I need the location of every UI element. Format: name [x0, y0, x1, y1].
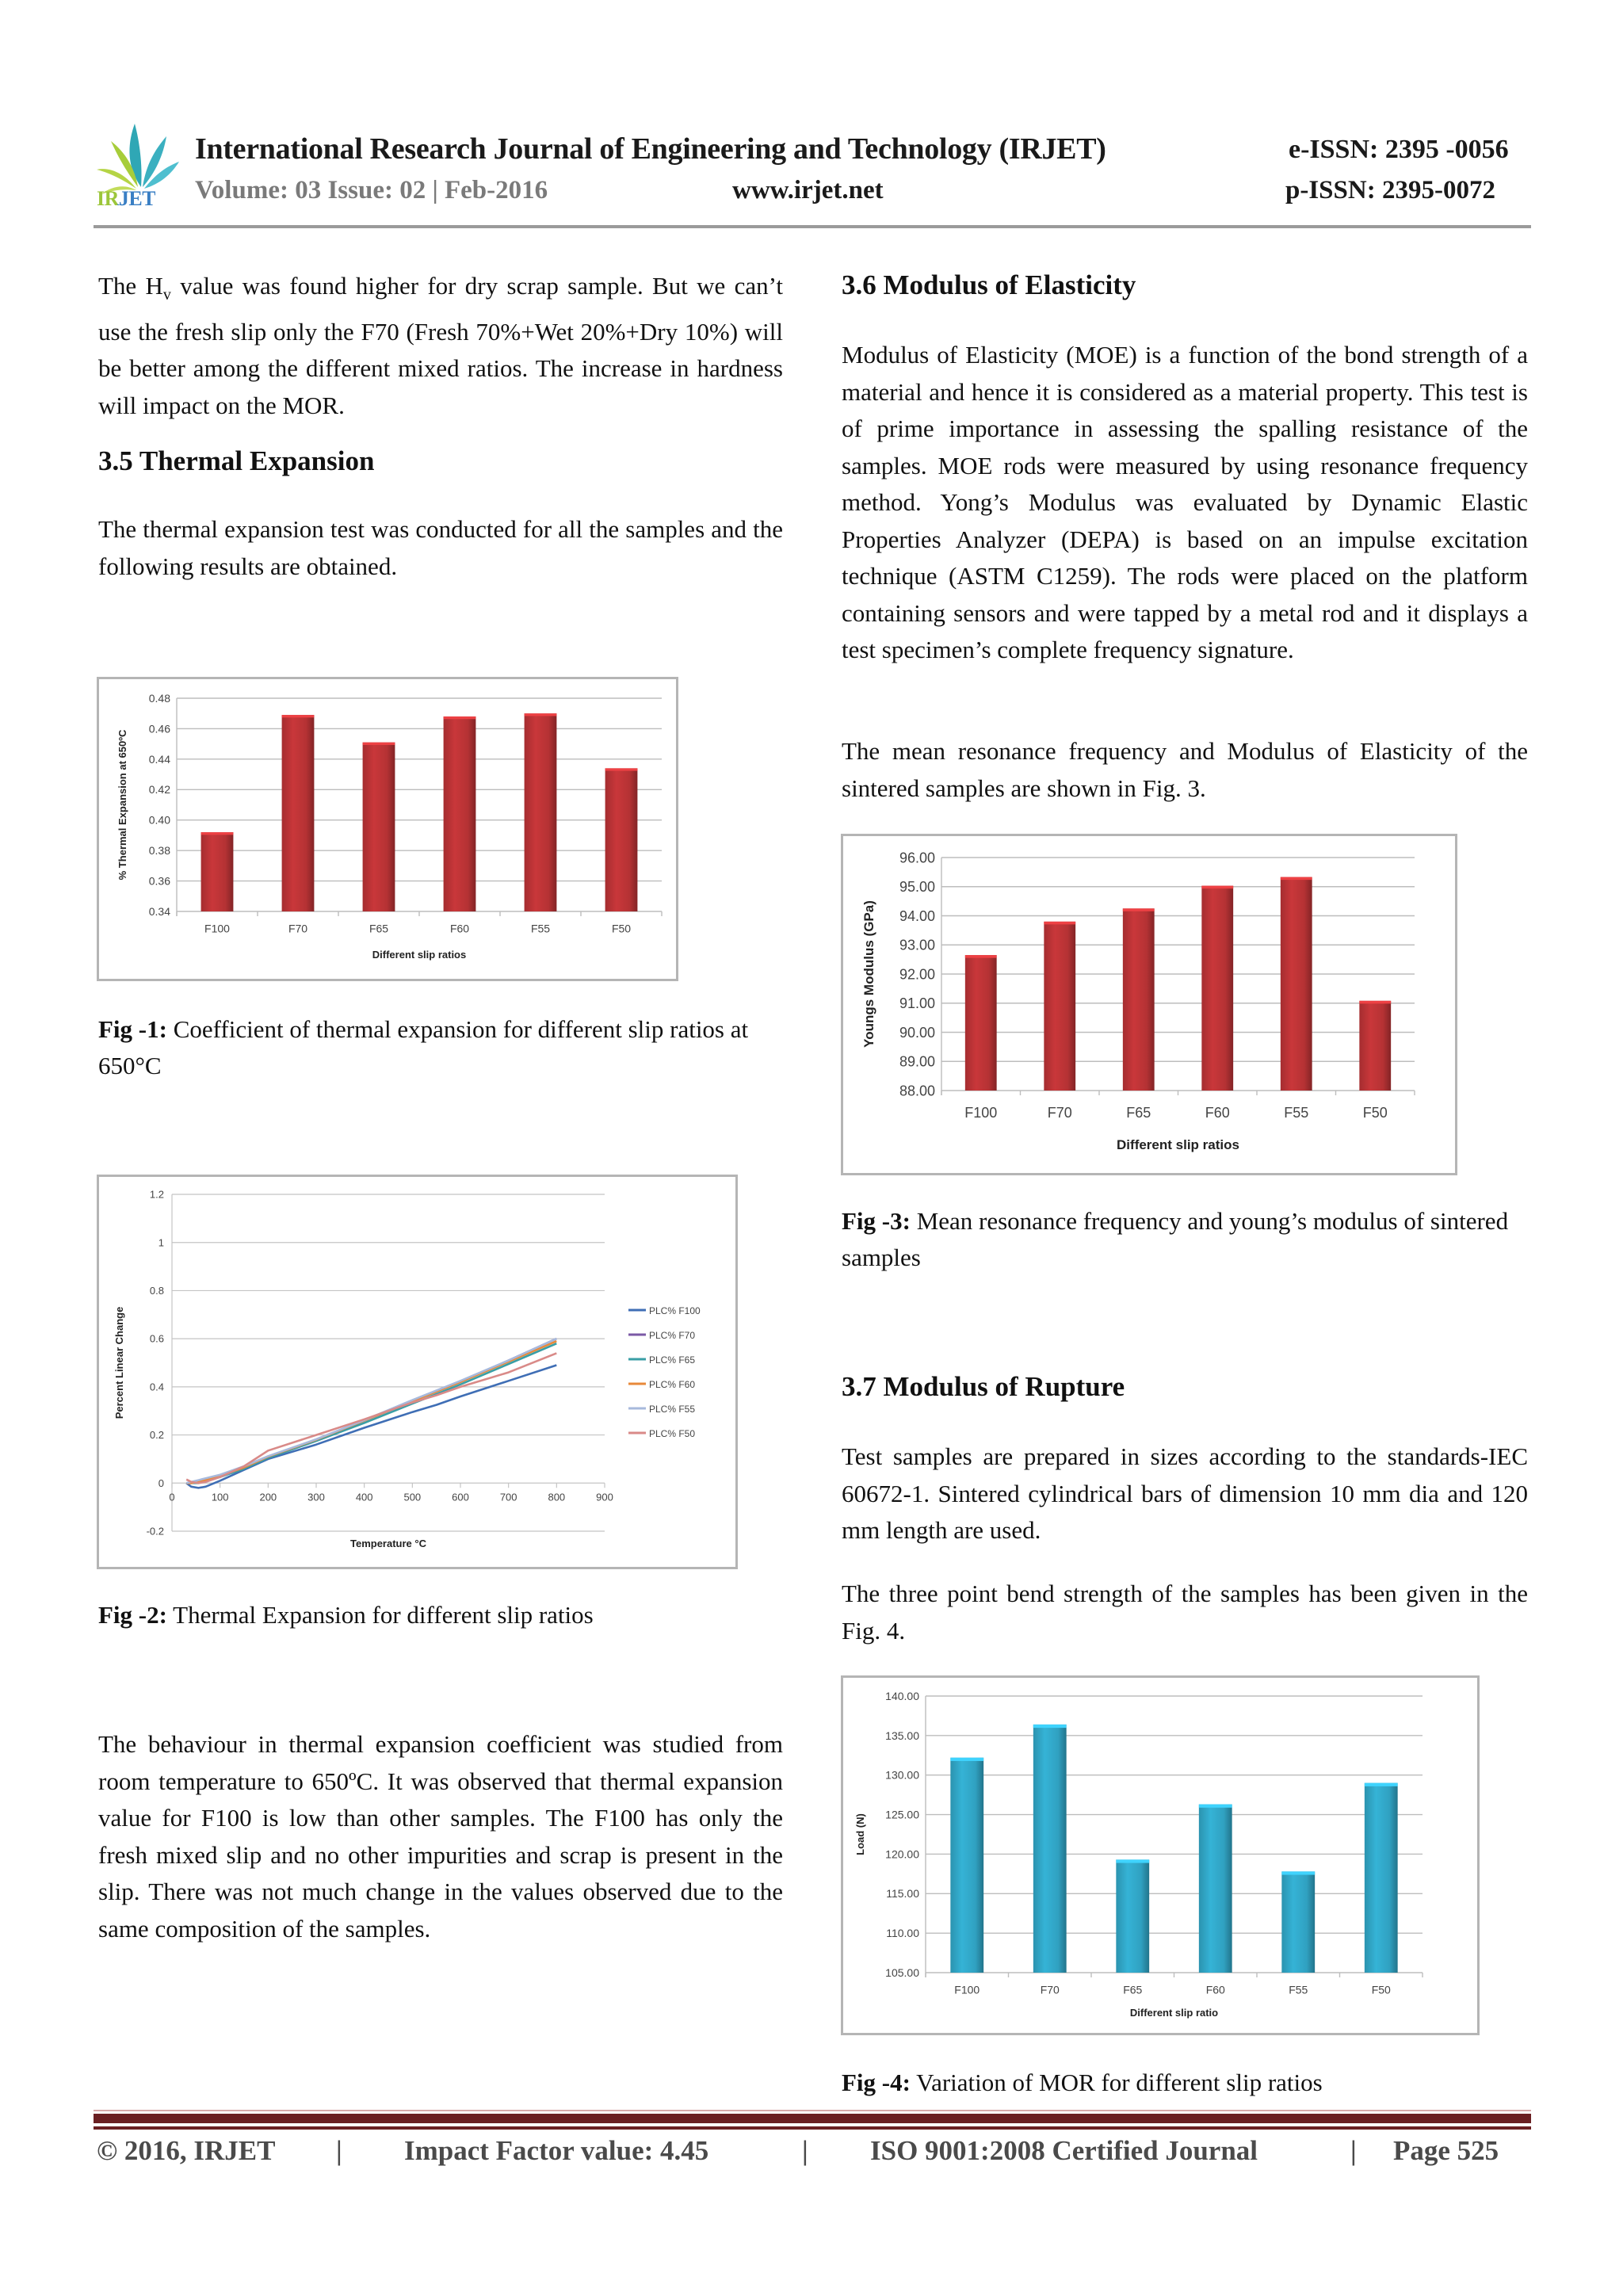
fig1-bar-chart — [99, 679, 676, 979]
svg-text:90.00: 90.00 — [899, 1024, 935, 1041]
header-divider — [94, 225, 1531, 228]
svg-text:0: 0 — [158, 1477, 164, 1489]
svg-text:F60: F60 — [1205, 1983, 1225, 1996]
intro-rest: value was found higher for dry scrap sample. But we can’t use the fresh slip only the F70 (Fresh 70%+Wet 20%+Dry 10%) will be better among the different mixed ratios. The increase in hardness will impact on the MOR. — [98, 272, 783, 419]
fig2-chart — [97, 1175, 738, 1569]
svg-text:91.00: 91.00 — [899, 995, 935, 1012]
svg-text:Percent Linear Change: Percent Linear Change — [113, 1306, 125, 1419]
svg-text:0: 0 — [169, 1491, 175, 1503]
svg-text:0.6: 0.6 — [149, 1332, 164, 1345]
fig2-label: Fig -2: — [98, 1601, 167, 1629]
discussion-paragraph: The behaviour in thermal expansion coefficient was studied from room temperature to 650ºC. It was observed that thermal expansion value for F100 is low than other samples. The F100 has only the fresh mixed slip and no other impurities and scrap is present in the slip. There was not much change in the values observed due to the same composition of the samples. — [98, 1730, 783, 1943]
svg-text:1.2: 1.2 — [149, 1188, 164, 1201]
p-issn: p-ISSN: 2395-0072 — [1285, 176, 1495, 204]
intro-prefix: The H — [98, 272, 163, 300]
svg-text:125.00: 125.00 — [885, 1808, 919, 1821]
fig3-caption — [842, 1203, 1528, 1276]
svg-text:F55: F55 — [1284, 1105, 1309, 1121]
intro-paragraph — [98, 268, 783, 424]
svg-text:F70: F70 — [288, 922, 308, 935]
fig4-chart — [841, 1675, 1480, 2035]
svg-text:F100: F100 — [964, 1105, 998, 1121]
svg-text:300: 300 — [307, 1491, 325, 1503]
fig3-bar-chart — [843, 836, 1455, 1173]
svg-text:PLC% F55: PLC% F55 — [649, 1404, 696, 1415]
svg-text:130.00: 130.00 — [885, 1768, 919, 1782]
svg-text:F55: F55 — [1289, 1983, 1308, 1996]
journal-website-link[interactable]: www.irjet.net — [732, 176, 884, 204]
svg-text:94.00: 94.00 — [899, 907, 935, 924]
section-3-7-paragraph: Test samples are prepared in sizes according to the standards-IEC 60672-1. Sintered cylindrical bars of dimension 10 mm dia and 120 mm length are used. — [842, 1442, 1528, 1544]
fig2-line-chart — [99, 1177, 735, 1567]
fig3-caption-text: Mean resonance frequency and young’s modulus of sintered samples — [842, 1207, 1509, 1271]
fig3-label: Fig -3: — [842, 1207, 911, 1235]
svg-text:Temperature °C: Temperature °C — [350, 1538, 426, 1549]
svg-text:120.00: 120.00 — [885, 1847, 919, 1861]
svg-text:F100: F100 — [954, 1983, 980, 1996]
svg-text:F100: F100 — [204, 922, 230, 935]
svg-text:PLC% F50: PLC% F50 — [649, 1428, 696, 1439]
svg-text:0.8: 0.8 — [149, 1284, 164, 1297]
footer-rule-top — [94, 2110, 1531, 2111]
section-3-7-paragraph-2: The three point bend strength of the samples has been given in the Fig. 4. — [842, 1580, 1528, 1645]
svg-text:PLC% F60: PLC% F60 — [649, 1379, 696, 1390]
footer-copyright: © 2016, IRJET — [97, 2135, 276, 2166]
svg-text:96.00: 96.00 — [899, 850, 935, 866]
svg-text:700: 700 — [499, 1491, 517, 1503]
svg-text:93.00: 93.00 — [899, 937, 935, 953]
intro-subscript: v — [162, 286, 171, 304]
svg-text:F70: F70 — [1040, 1983, 1060, 1996]
svg-text:F65: F65 — [369, 922, 389, 935]
fig1-label: Fig -1: — [98, 1015, 167, 1043]
svg-text:Different slip ratio: Different slip ratio — [1129, 2007, 1219, 2019]
fig1-chart — [97, 677, 678, 981]
svg-text:110.00: 110.00 — [886, 1927, 919, 1940]
footer-separator: | — [802, 2135, 808, 2166]
svg-text:PLC% F65: PLC% F65 — [649, 1354, 696, 1366]
svg-text:0.36: 0.36 — [148, 874, 170, 888]
svg-text:Youngs Modulus (GPa): Youngs Modulus (GPa) — [861, 900, 876, 1048]
footer-rule-main — [94, 2114, 1531, 2123]
section-3-5-paragraph: The thermal expansion test was conducted for all the samples and the following results are obtained. — [98, 515, 783, 580]
section-3-5-heading: 3.5 Thermal Expansion — [98, 445, 375, 476]
svg-text:F50: F50 — [611, 922, 632, 935]
volume-issue: Volume: 03 Issue: 02 | Feb-2016 — [195, 176, 548, 204]
svg-text:800: 800 — [548, 1491, 566, 1503]
svg-text:PLC% F100: PLC% F100 — [649, 1305, 701, 1316]
logo-text: IRJET — [97, 187, 156, 210]
svg-text:F65: F65 — [1123, 1983, 1143, 1996]
svg-text:115.00: 115.00 — [886, 1887, 919, 1901]
svg-text:PLC% F70: PLC% F70 — [649, 1330, 696, 1341]
svg-text:% Thermal Expansion at 650ºC: % Thermal Expansion at 650ºC — [116, 729, 128, 881]
fig4-label: Fig -4: — [842, 2069, 911, 2096]
footer-separator: | — [336, 2135, 342, 2166]
fig4-bar-chart — [843, 1678, 1477, 2033]
svg-text:100: 100 — [211, 1491, 229, 1503]
svg-text:-0.2: -0.2 — [146, 1525, 164, 1538]
svg-text:105.00: 105.00 — [885, 1966, 919, 1979]
section-3-6-paragraph: Modulus of Elasticity (MOE) is a function of the bond strength of a material and hence it is considered as a material property. This test is of prime importance in assessing the spalling resistance of the samples. MOE rods were measured by using resonance frequency method. Yong’s Modulus was evaluated by Dynamic Elastic Properties Analyzer (DEPA) is based on an impulse excitation technique (ASTM C1259). The rods were placed on the platform containing sensors and were tapped by a metal rod and it displays a test specimen’s complete frequency signature. — [842, 341, 1528, 663]
svg-text:0.4: 0.4 — [149, 1381, 164, 1393]
svg-text:Different slip ratios: Different slip ratios — [372, 949, 467, 961]
svg-text:0.42: 0.42 — [148, 783, 170, 797]
svg-text:Load (N): Load (N) — [854, 1813, 866, 1855]
fig4-caption-text: Variation of MOR for different slip ratios — [910, 2069, 1323, 2096]
svg-text:F70: F70 — [1047, 1105, 1072, 1121]
journal-title: International Research Journal of Engineering and Technology (IRJET) — [195, 132, 1106, 166]
svg-text:0.44: 0.44 — [148, 752, 170, 766]
svg-text:F50: F50 — [1371, 1983, 1391, 1996]
svg-text:88.00: 88.00 — [899, 1083, 935, 1099]
irjet-logo — [94, 117, 181, 212]
svg-text:F65: F65 — [1126, 1105, 1151, 1121]
svg-text:400: 400 — [355, 1491, 373, 1503]
svg-text:F55: F55 — [530, 922, 551, 935]
svg-text:0.48: 0.48 — [148, 691, 170, 705]
svg-text:F60: F60 — [449, 922, 470, 935]
svg-text:600: 600 — [452, 1491, 469, 1503]
svg-text:140.00: 140.00 — [885, 1689, 919, 1702]
footer-separator: | — [1350, 2135, 1357, 2166]
footer-rule-bottom — [94, 2126, 1531, 2130]
section-3-7-heading: 3.7 Modulus of Rupture — [842, 1371, 1125, 1402]
svg-text:900: 900 — [596, 1491, 613, 1503]
svg-text:0.46: 0.46 — [148, 722, 170, 735]
svg-text:0.34: 0.34 — [148, 904, 170, 918]
footer-impact-factor: Impact Factor value: 4.45 — [404, 2135, 709, 2166]
footer-iso: ISO 9001:2008 Certified Journal — [870, 2135, 1258, 2166]
footer-page-number: Page 525 — [1393, 2135, 1499, 2166]
svg-text:0.38: 0.38 — [148, 844, 170, 858]
fig1-caption — [98, 1011, 783, 1084]
svg-text:89.00: 89.00 — [899, 1053, 935, 1070]
svg-text:0.40: 0.40 — [148, 813, 170, 827]
svg-text:200: 200 — [259, 1491, 277, 1503]
fig2-caption-text: Thermal Expansion for different slip ratios — [166, 1601, 594, 1629]
fig1-caption-text: Coefficient of thermal expansion for different slip ratios at 650°C — [98, 1015, 749, 1079]
fig2-caption — [98, 1597, 783, 1633]
svg-text:1: 1 — [158, 1236, 164, 1249]
e-issn: e-ISSN: 2395 -0056 — [1289, 135, 1509, 164]
fig3-chart — [841, 834, 1457, 1175]
fig4-caption — [842, 2065, 1528, 2101]
section-3-6-heading: 3.6 Modulus of Elasticity — [842, 269, 1136, 300]
svg-text:F60: F60 — [1205, 1105, 1230, 1121]
svg-text:0.2: 0.2 — [149, 1429, 164, 1442]
svg-text:500: 500 — [403, 1491, 422, 1503]
section-3-6-paragraph-2: The mean resonance frequency and Modulus of Elasticity of the sintered samples are shown in Fig. 3. — [842, 737, 1528, 802]
svg-text:92.00: 92.00 — [899, 966, 935, 983]
svg-text:F50: F50 — [1362, 1105, 1388, 1121]
svg-text:Different slip ratios: Different slip ratios — [1117, 1137, 1239, 1152]
svg-text:95.00: 95.00 — [899, 879, 935, 896]
svg-text:135.00: 135.00 — [885, 1729, 919, 1742]
